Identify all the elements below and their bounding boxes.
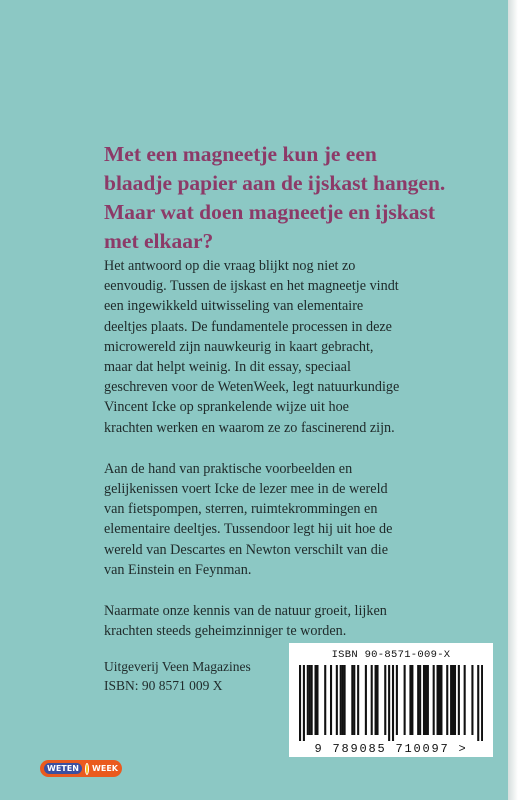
barcode-bar [464,665,466,735]
barcode-bar [388,665,390,741]
barcode-bar [425,665,427,735]
text-line: Naarmate onze kennis van de natuur groeit, lijken [104,603,387,620]
barcode-bar [307,665,309,735]
barcode-bar [454,665,456,735]
barcode-bar [353,665,355,735]
barcode-icon [299,665,483,741]
barcode-bar [336,665,338,735]
barcode-digits: 9 789085 710097 > [314,742,468,756]
text-line: Aan de hand van praktische voorbeelden en [104,460,353,477]
barcode-bar [324,665,326,735]
text-line: elementaire deeltjes. Tussendoor legt hij uit hoe de [104,521,393,538]
text-line: van fietspompen, sterren, ruimtekrommingen en [104,501,378,518]
barcode-bar [365,665,367,735]
barcode-bar [311,665,313,735]
barcode-bar [404,665,406,735]
text-line: microwereld zijn nauwkeurig in kaart gebracht, [104,338,374,355]
blurb-paragraph-3 [104,601,434,641]
barcode-box [289,643,493,757]
barcode-isbn-label: ISBN 90-8571-009-X [331,649,451,661]
text-line: gelijkenissen voert Icke de lezer mee in de wereld [104,481,388,498]
publisher-isbn: ISBN: 90 8571 009 X [104,678,223,693]
text-line: een ingewikkeld uitwisseling van elementaire [104,298,364,315]
text-line: van Einstein en Feynman. [104,561,252,578]
publisher-info [104,657,251,695]
barcode-bar [433,665,435,735]
barcode-bar [450,665,452,735]
text-line: krachten steeds geheimzinniger te worden. [104,623,347,640]
blurb [104,256,434,662]
text-line: Het antwoord op die vraag blijkt nog niet zo [104,258,356,274]
blurb-paragraph-1 [104,256,434,438]
cover-page-edge [508,0,518,800]
barcode-bar [309,665,311,735]
barcode-bar [314,665,316,735]
text-line: krachten werken en waarom ze zo fascinerend zijn. [104,419,395,436]
text-line: Vincent Icke op sprankelende wijze uit hoe [104,399,349,416]
barcode-bar [437,665,439,735]
barcode-bar [392,665,394,741]
barcode-bar [477,665,479,741]
barcode-bar [438,665,440,735]
barcode-bar [396,665,398,735]
logo-word-left: WETEN [44,763,82,774]
barcode-bar [423,665,425,735]
barcode-bar [357,665,359,735]
barcode-bar [344,665,346,735]
barcode-bar [471,665,473,735]
barcode-bar [375,665,377,735]
barcode-bar [458,665,460,735]
text-line: eenvoudig. Tussen de ijskast en het magneetje vindt [104,278,399,295]
barcode-bar [481,665,483,741]
barcode-bar [417,665,419,735]
logo-badge-icon [85,763,89,775]
barcode-bar [376,665,378,735]
text-line: wereld van Descartes en Newton verschilt van die [104,541,389,558]
headline-line: blaadje papier aan de ijskast hangen. [104,171,446,195]
barcode-bar [384,665,386,735]
barcode-bar [330,665,332,735]
barcode-bar [303,665,305,741]
publisher-name: Uitgeverij Veen Magazines [104,659,251,674]
barcode-bar [419,665,421,735]
logo-word-right: WEEK [92,764,118,773]
barcode-bar [316,665,318,735]
text-line: geschreven voor de WetenWeek, legt natuurkundige [104,379,400,396]
barcode-bar [440,665,442,735]
headline-line: Met een magneetje kun je een [104,142,377,166]
barcode-bar [299,665,301,741]
barcode-bar [452,665,454,735]
headline-line: met elkaar? [104,229,214,253]
barcode-bar [411,665,413,735]
text-line: deeltjes plaats. De fundamentele processen in deze [104,318,392,335]
barcode-bar [342,665,344,735]
wetenweek-logo [40,760,122,777]
text-line: maar dat helpt weinig. In dit essay, speciaal [104,359,351,376]
barcode-bar [446,665,448,735]
headline [104,140,484,256]
barcode-bar [340,665,342,735]
barcode-bar [371,665,373,735]
barcode-bar [351,665,353,735]
barcode-bar [409,665,411,735]
headline-line: Maar wat doen magneetje en ijskast [104,200,436,224]
barcode-bar [427,665,429,735]
blurb-paragraph-2 [104,459,434,580]
